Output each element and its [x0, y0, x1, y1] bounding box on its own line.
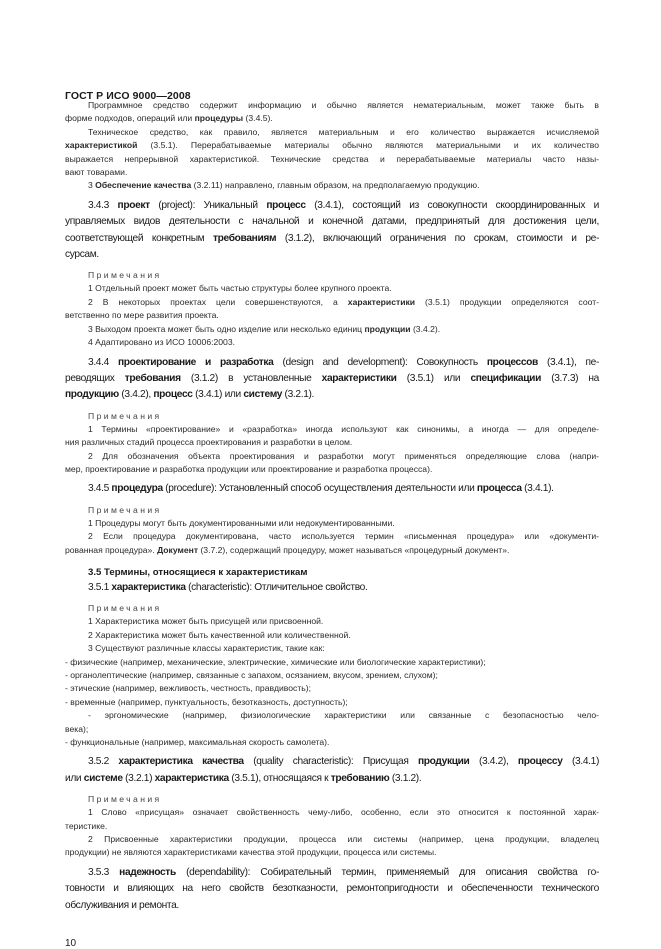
text-run: (3.1.2).	[389, 772, 422, 784]
text-run: продукции) не являются характеристиками качества этой продукции, процесса или системы.	[65, 847, 437, 858]
note-paragraph	[65, 656, 599, 669]
term-definition	[65, 481, 599, 497]
notes-heading: Примечания	[88, 504, 162, 515]
text-run: 1 Слово «присущая» означает свойственность чему-либо, особенно, если это относится к постоянной харак-	[88, 807, 599, 818]
text-line	[65, 231, 599, 247]
bold-term: характеристика качества	[118, 756, 244, 768]
text-run: 3 Существуют различные классы характеристик, такие как:	[88, 643, 325, 654]
text-line	[65, 881, 599, 897]
bold-term: процесс	[153, 389, 193, 401]
term-definition	[65, 754, 599, 787]
text-run: (3.5.1) или	[396, 372, 471, 384]
text-run: (3.4.1).	[521, 483, 554, 495]
text-run: 2 Характеристика может быть качественной или количественной.	[88, 629, 351, 640]
bold-term: Обеспечение качества	[95, 180, 192, 191]
text-line	[65, 126, 599, 139]
note-paragraph	[65, 282, 599, 295]
note-paragraph	[65, 517, 599, 530]
text-run: 2 Для обозначения объекта проектирования и разработки могут применяться определяющие слова (напри-	[88, 450, 599, 461]
text-run: ния различных стадий процесса проектирования и разработки в целом.	[65, 437, 353, 448]
note-paragraph	[65, 696, 599, 709]
text-run: реводящих	[65, 372, 125, 384]
text-line	[65, 247, 599, 263]
bold-term: проект	[117, 199, 150, 211]
text-run: 1 Отдельный проект может быть частью структуры более крупного проекта.	[88, 283, 392, 294]
text-run: вают товарами.	[65, 167, 128, 178]
text-line	[65, 371, 599, 387]
document-header: ГОСТ Р ИСО 9000—2008	[65, 90, 191, 102]
note-paragraph	[65, 833, 599, 860]
text-run: 3	[88, 180, 96, 191]
text-run: 3.4.5	[88, 483, 112, 495]
text-line	[65, 323, 599, 336]
text-run: 1 Характеристика может быть присущей или присвоенной.	[88, 616, 324, 627]
text-run: (3.1.2) в установленные	[180, 372, 322, 384]
text-run: обслуживания и ремонта.	[65, 899, 179, 911]
section-heading: 3.5 Термины, относящиеся к характеристикам	[88, 566, 308, 578]
text-run: (3.2.1).	[282, 389, 315, 401]
bold-term: процедуры	[194, 113, 244, 124]
text-run: 1 Процедуры могут быть документированными или недокументированными.	[88, 517, 395, 528]
bold-term: проектирование и разработка	[117, 356, 274, 368]
text-run: - этические (например, вежливость, честность, правдивость);	[65, 683, 311, 694]
text-line	[65, 580, 599, 596]
text-run: (3.7.2), содержащий процедуру, может называться «процедурный документ».	[198, 544, 510, 555]
text-run: 3.4.3	[88, 199, 118, 211]
note-paragraph	[65, 530, 599, 557]
text-run: 2 Присвоенные характеристики продукции, процесса или системы (например, цена продукции, владелец	[88, 834, 599, 845]
text-line	[65, 99, 599, 112]
text-run: 2 В некоторых проектах цели совершенствуются, а	[88, 296, 348, 307]
bold-term: характеристики	[347, 296, 416, 307]
text-line	[65, 898, 599, 914]
text-run: мер, проектирование и разработка продукции или проектирование и разработка процесса).	[65, 463, 433, 474]
bold-term: процедура	[111, 483, 163, 495]
text-run: 2 Если процедура документирована, часто используется термин «письменная процедура» или «документи-	[88, 531, 599, 542]
text-line	[65, 139, 599, 152]
text-line	[65, 771, 599, 787]
note-paragraph	[65, 336, 599, 349]
text-run: 3.5.1	[88, 581, 112, 593]
bold-term: продукции	[418, 756, 470, 768]
text-line	[65, 214, 599, 230]
text-run: или	[65, 772, 84, 784]
text-line	[65, 629, 599, 642]
text-run: (3.4.2),	[118, 389, 154, 401]
text-line	[65, 669, 599, 682]
text-run: 3.5.3	[88, 866, 120, 878]
note-paragraph	[65, 99, 599, 126]
text-line	[65, 517, 599, 530]
text-run: (3.5.1) продукции определяются соот-	[415, 296, 599, 307]
text-run: (3.4.1) или	[192, 389, 244, 401]
text-run: 3 Выходом проекта может быть одно изделие или несколько единиц	[88, 323, 365, 334]
bold-term: процесс	[266, 199, 306, 211]
text-run: (3.4.2).	[410, 323, 441, 334]
text-run: (3.1.2), включающий ограничения по срокам, стоимости и ре-	[276, 232, 599, 244]
note-paragraph	[65, 806, 599, 833]
text-line	[65, 754, 599, 770]
text-line	[65, 656, 599, 669]
text-run: 3.4.4	[88, 356, 118, 368]
text-line	[65, 198, 599, 214]
bold-term: спецификации	[470, 372, 541, 384]
text-line	[65, 723, 599, 736]
text-line	[65, 865, 599, 881]
bold-term: продукцию	[65, 389, 119, 401]
text-run: - органолептические (например, связанные с запахом, осязанием, вкусом, зрением, слухом);	[65, 670, 438, 680]
text-line	[65, 615, 599, 628]
bold-term: Документ	[157, 544, 199, 555]
page-number: 10	[65, 938, 77, 949]
note-paragraph	[65, 669, 599, 682]
text-line	[65, 463, 599, 476]
text-run: соответствующей конкретным	[65, 232, 214, 244]
notes-heading: Примечания	[88, 794, 162, 805]
text-run: (project): Уникальный	[149, 199, 267, 211]
text-line	[65, 481, 599, 497]
term-definition	[65, 580, 599, 596]
text-line	[65, 450, 599, 463]
text-run: (3.4.1), пе-	[537, 356, 599, 368]
text-run: - функциональные (например, максимальная скорость самолета).	[65, 737, 330, 748]
text-line	[65, 166, 599, 179]
text-run: (3.4.5).	[243, 113, 273, 124]
note-paragraph	[65, 450, 599, 477]
text-run: товности и влияющих на него свойств безотказности, ремонтопригодности и обеспеченности технического	[65, 883, 599, 895]
text-line	[65, 806, 599, 819]
text-line	[65, 387, 599, 403]
text-run: - эргономические (например, физиологические характеристики или связанные с безопасностью чело-	[88, 710, 599, 721]
text-run: (3.4.1)	[562, 756, 599, 768]
term-definition	[65, 355, 599, 404]
text-line	[65, 282, 599, 295]
note-paragraph	[65, 296, 599, 323]
text-run: века);	[65, 723, 89, 734]
bold-term: характеристики	[321, 372, 397, 384]
text-run: (3.2.11) направлено, главным образом, на предполагаемую продукцию.	[191, 180, 480, 191]
text-run: 1 Термины «проектирование» и «разработка» иногда используют как синонимы, а иногда — для определе-	[88, 423, 599, 434]
bold-term: системе	[83, 772, 123, 784]
bold-term: характеристика	[154, 772, 229, 784]
text-line	[65, 309, 599, 322]
text-line	[65, 112, 599, 125]
text-run: 3.5.2	[88, 756, 119, 768]
bold-term: требованию	[330, 772, 390, 784]
note-paragraph	[65, 615, 599, 628]
text-line	[65, 530, 599, 543]
text-line	[65, 436, 599, 449]
term-definition	[65, 198, 599, 264]
text-run: теристике.	[65, 820, 108, 831]
text-line	[65, 355, 599, 371]
document-body	[65, 99, 599, 949]
bold-term: характеристикой	[65, 140, 138, 151]
notes-heading: Примечания	[88, 270, 162, 281]
notes-heading: Примечания	[88, 410, 162, 421]
text-run: выражается непрерывной характеристикой. Технические средства и перерабатываемые материалы часто назы-	[65, 153, 599, 164]
text-line	[65, 179, 599, 192]
text-run: (3.4.2),	[469, 756, 518, 768]
text-run: - временные (например, пунктуальность, безотказность, доступность);	[65, 696, 348, 707]
text-run: ветственно по мере развития проекта.	[65, 310, 219, 321]
bold-term: надежность	[119, 866, 176, 878]
bold-term: процессов	[486, 356, 538, 368]
text-line	[65, 682, 599, 695]
note-paragraph	[65, 179, 599, 192]
text-run: Техническое средство, как правило, является материальным и его количество выражается исчисляемой	[88, 126, 599, 137]
text-line	[65, 696, 599, 709]
note-paragraph	[65, 736, 599, 749]
text-run: - физические (например, механические, электрические, химические или биологические характеристики);	[65, 656, 486, 667]
note-paragraph	[65, 423, 599, 450]
note-paragraph	[65, 126, 599, 180]
text-line	[65, 736, 599, 749]
text-line	[65, 544, 599, 557]
text-run: сурсам.	[65, 249, 99, 261]
text-run: 4 Адаптировано из ИСО 10006:2003.	[88, 337, 235, 348]
note-paragraph	[65, 642, 599, 655]
text-run: (3.2.1)	[122, 772, 155, 784]
text-run: (3.5.1). Перерабатываемые материалы обычно являются материальными и их количество	[137, 140, 599, 151]
text-run: управляемых видов деятельности с начальной и конечной датами, предпринятый для достижения цели,	[65, 216, 599, 228]
text-run: (design and development): Совокупность	[273, 356, 487, 368]
text-line	[65, 820, 599, 833]
note-paragraph	[65, 709, 599, 736]
text-run: (3.7.3) на	[540, 372, 599, 384]
text-line	[65, 642, 599, 655]
bold-term: процессу	[517, 756, 563, 768]
note-paragraph	[65, 629, 599, 642]
text-line	[65, 296, 599, 309]
notes-heading: Примечания	[88, 603, 162, 614]
text-run: (dependability): Собирательный термин, применяемый для описания свойства го-	[175, 866, 599, 878]
bold-term: характеристика	[111, 581, 186, 593]
text-run: (characteristic): Отличительное свойство.	[185, 581, 368, 593]
text-run: форме подходов, операций или	[65, 113, 195, 124]
bold-term: процесса	[476, 483, 522, 495]
term-definition	[65, 865, 599, 914]
text-line	[65, 153, 599, 166]
note-paragraph	[65, 682, 599, 695]
bold-term: систему	[243, 389, 283, 401]
text-run: (quality characteristic): Присущая	[243, 756, 418, 768]
text-line	[65, 423, 599, 436]
text-run: рованная процедура».	[65, 544, 158, 555]
bold-term: продукции	[364, 323, 411, 334]
text-run: (3.5.1), относящаяся к	[228, 772, 331, 784]
text-run: (procedure): Установленный способ осуществления деятельности или	[162, 483, 477, 495]
text-line	[65, 833, 599, 846]
text-line	[65, 709, 599, 722]
text-run: (3.4.1), состоящий из совокупности скоординированных и	[305, 199, 600, 211]
bold-term: требования	[124, 372, 181, 384]
bold-term: требованиям	[213, 232, 277, 244]
text-run: Программное средство содержит информацию и обычно является нематериальным, может также быть в	[88, 100, 599, 110]
text-line	[65, 336, 599, 349]
text-line	[65, 846, 599, 859]
note-paragraph	[65, 323, 599, 336]
